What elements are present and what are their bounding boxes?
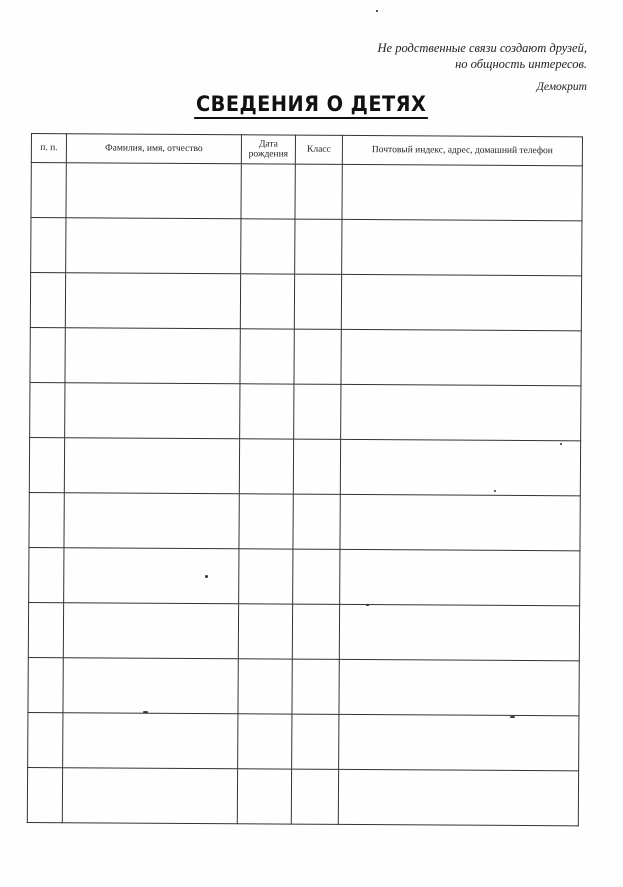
cell-class — [293, 439, 340, 494]
cell-class — [292, 659, 339, 714]
cell-address-phone — [341, 329, 581, 385]
cell-number — [29, 547, 64, 602]
cell-full-name — [66, 218, 241, 274]
cell-birth-date — [239, 549, 293, 604]
cell-class — [294, 329, 341, 384]
epigraph-line-1: Не родственные связи создают друзей, — [377, 41, 587, 55]
table-row — [29, 547, 580, 605]
cell-full-name — [64, 438, 239, 494]
cell-full-name — [64, 548, 239, 604]
header-birth-date-line-1: Дата — [258, 139, 278, 150]
page-title: СВЕДЕНИЯ О ДЕТЯХ — [195, 92, 429, 119]
cell-number — [31, 163, 66, 218]
cell-address-phone — [342, 164, 582, 220]
scan-speck — [143, 711, 148, 713]
cell-address-phone — [340, 549, 580, 605]
table-row — [31, 218, 582, 276]
cell-class — [292, 714, 339, 769]
cell-address-phone — [338, 769, 578, 825]
cell-class — [294, 274, 341, 329]
table-row — [27, 767, 578, 825]
cell-full-name — [63, 603, 238, 659]
epigraph-line-2: но общность интересов. — [455, 57, 587, 71]
header-number: п. п. — [31, 134, 66, 163]
cell-number — [31, 218, 66, 273]
scan-speck — [376, 10, 378, 12]
cell-full-name — [65, 383, 240, 439]
cell-number — [29, 437, 64, 492]
table-row — [30, 327, 581, 385]
table-row — [30, 273, 581, 331]
cell-birth-date — [239, 439, 293, 494]
cell-number — [30, 382, 65, 437]
scan-speck — [510, 716, 515, 718]
cell-number — [28, 602, 63, 657]
cell-birth-date — [238, 714, 292, 769]
cell-class — [293, 549, 340, 604]
cell-class — [291, 769, 338, 824]
cell-birth-date — [240, 274, 294, 329]
cell-number — [28, 657, 63, 712]
cell-number — [30, 273, 65, 328]
cell-birth-date — [241, 164, 295, 219]
table-row — [30, 382, 581, 440]
table-row — [29, 437, 580, 495]
table-row — [28, 657, 579, 715]
cell-address-phone — [339, 604, 579, 660]
cell-address-phone — [342, 219, 582, 275]
scan-speck — [366, 604, 369, 606]
scan-speck — [560, 443, 562, 445]
table-row — [28, 602, 579, 660]
cell-birth-date — [238, 659, 292, 714]
table-row — [31, 163, 582, 221]
cell-address-phone — [339, 714, 579, 770]
cell-birth-date — [238, 604, 292, 659]
cell-full-name — [66, 163, 241, 219]
cell-full-name — [65, 273, 240, 329]
children-info-table — [27, 133, 583, 826]
scan-speck — [494, 490, 496, 492]
table-row — [29, 492, 580, 550]
cell-address-phone — [339, 659, 579, 715]
page-title-wrapper — [0, 92, 623, 119]
cell-full-name — [64, 493, 239, 549]
cell-address-phone — [340, 494, 580, 550]
cell-birth-date — [239, 494, 293, 549]
cell-birth-date — [237, 769, 291, 824]
cell-full-name — [62, 768, 237, 824]
header-birth-date-line-2: рождения — [248, 149, 289, 160]
scan-speck — [205, 575, 208, 578]
cell-number — [27, 767, 62, 822]
cell-class — [292, 604, 339, 659]
cell-number — [29, 492, 64, 547]
table-header-row — [31, 134, 582, 166]
cell-full-name — [63, 713, 238, 769]
header-class: Класс — [295, 135, 342, 164]
cell-full-name — [65, 328, 240, 384]
cell-number — [28, 712, 63, 767]
cell-class — [295, 164, 342, 219]
cell-full-name — [63, 658, 238, 714]
epigraph-author: Демокрит — [536, 81, 587, 93]
header-full-name: Фамилия, имя, отчество — [66, 134, 241, 164]
cell-birth-date — [241, 219, 295, 274]
header-address-phone: Почтовый индекс, адрес, домашний телефон — [342, 135, 582, 165]
cell-address-phone — [340, 439, 580, 495]
table-row — [28, 712, 579, 770]
table-body — [27, 163, 582, 826]
cell-number — [30, 327, 65, 382]
cell-class — [295, 219, 342, 274]
cell-class — [293, 494, 340, 549]
header-birth-date — [241, 135, 295, 164]
cell-address-phone — [341, 274, 581, 330]
cell-birth-date — [240, 384, 294, 439]
cell-birth-date — [240, 329, 294, 384]
cell-class — [294, 384, 341, 439]
epigraph — [378, 40, 588, 95]
cell-address-phone — [341, 384, 581, 440]
